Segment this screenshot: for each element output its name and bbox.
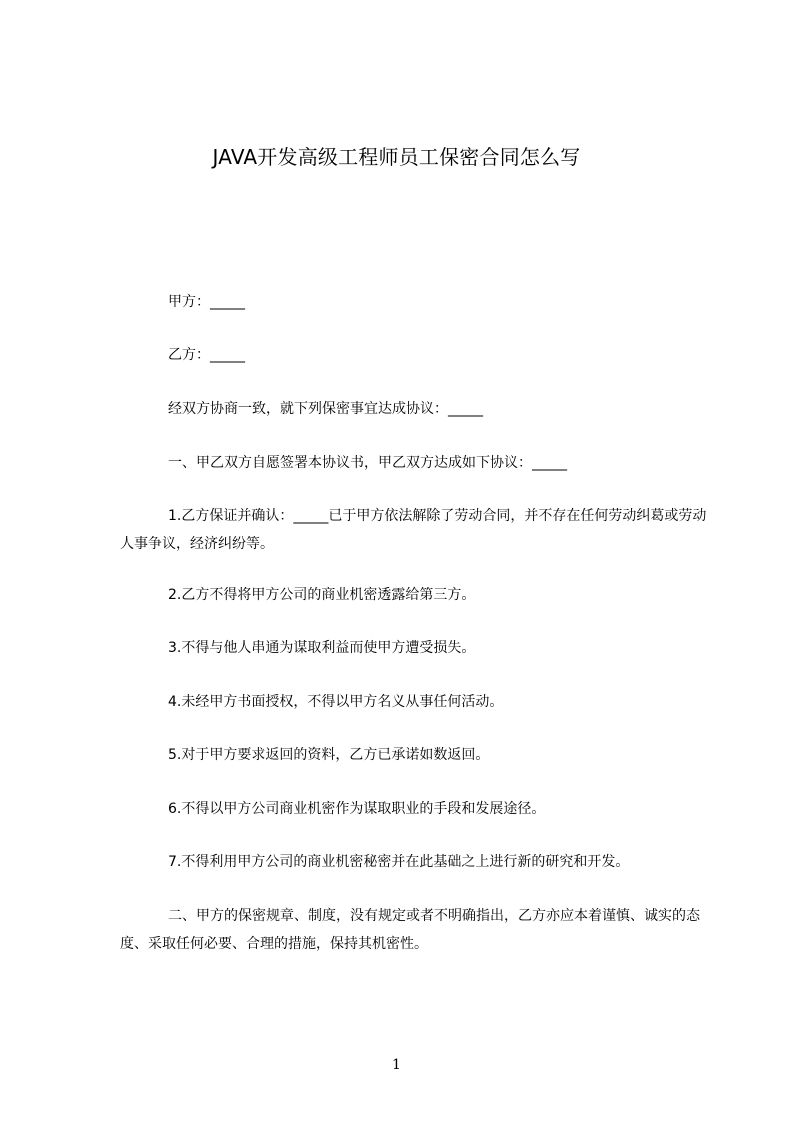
clause-3: 3.不得与他人串通为谋取利益而使甲方遭受损失。 (168, 640, 476, 656)
clause-1: 1.乙方保证并确认：_____已于甲方依法解除了劳动合同，并不存在任何劳动纠葛或劳动人事争议，经济纠纷等。 (120, 508, 707, 552)
party-b-line: 乙方：_____ (168, 347, 245, 363)
section-two-paragraph: 二、甲方的保密规章、制度，没有规定或者不明确指出，乙方亦应本着谨慎、诚实的态度、采取任何必要、合理的措施，保持其机密性。 (120, 908, 700, 952)
clause-5: 5.对于甲方要求返回的资料，乙方已承诺如数返回。 (168, 747, 490, 763)
clause-4: 4.未经甲方书面授权，不得以甲方名义从事任何活动。 (168, 694, 504, 710)
document-title: JAVA开发高级工程师员工保密合同怎么写 (212, 145, 581, 169)
page-number: 1 (392, 1057, 401, 1073)
clause-7: 7.不得利用甲方公司的商业机密秘密并在此基础之上进行新的研究和开发。 (168, 854, 630, 870)
clause-6: 6.不得以甲方公司商业机密作为谋取职业的手段和发展途径。 (168, 801, 546, 817)
party-a-line: 甲方：_____ (168, 294, 245, 310)
section-one-heading: 一、甲乙双方自愿签署本协议书，甲乙双方达成如下协议：_____ (168, 455, 567, 471)
clause-2: 2.乙方不得将甲方公司的商业机密透露给第三方。 (168, 587, 476, 603)
agreement-intro: 经双方协商一致，就下列保密事宜达成协议：_____ (168, 401, 483, 417)
